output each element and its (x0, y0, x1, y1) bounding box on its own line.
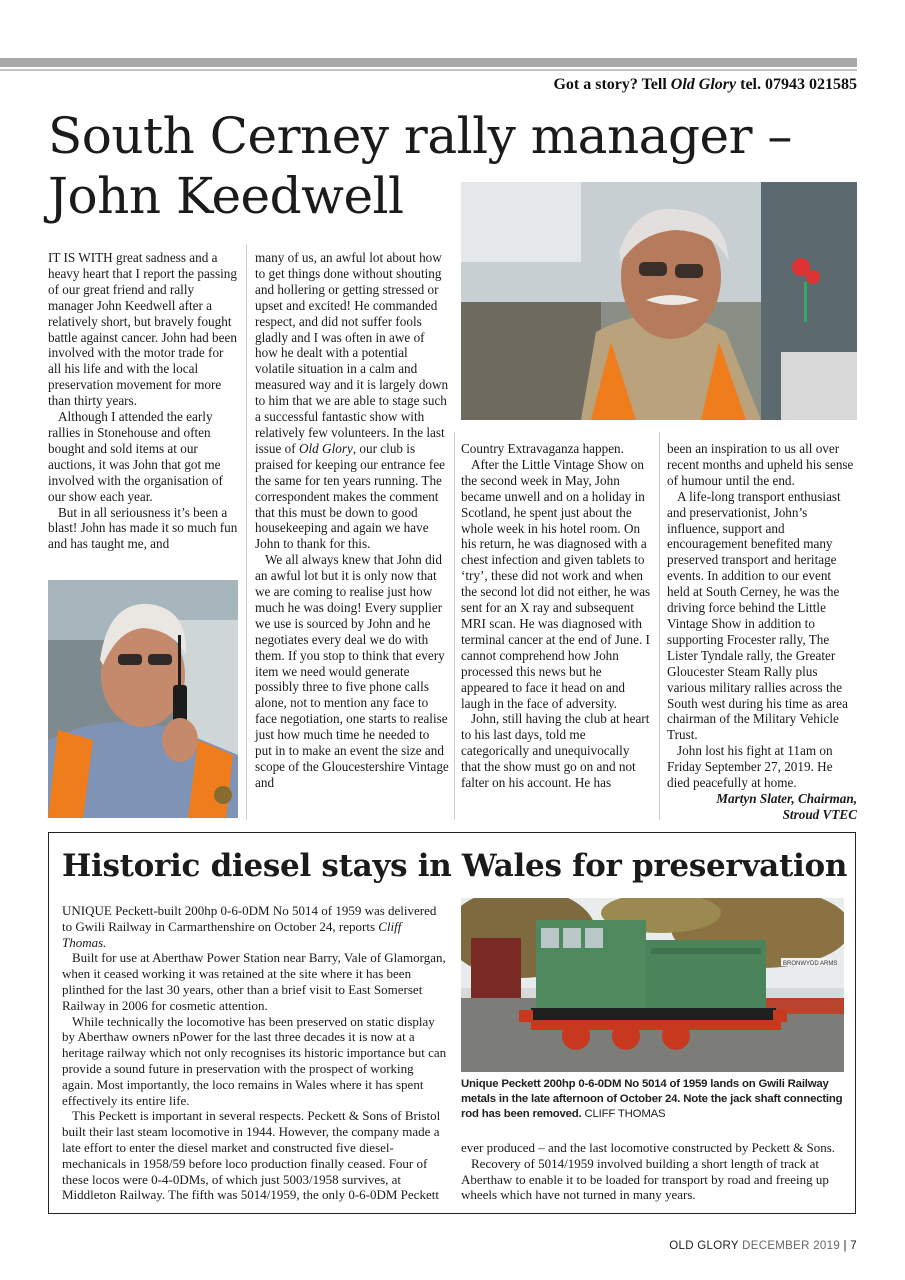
column-rule (454, 432, 455, 820)
paragraph: Built for use at Aberthaw Power Station near Barry, Vale of Glamorgan, when it ceased working it was retained at the site where it has been plinthed for the last 30 years, other than a brief visit to East Somerset Railway in 2006 for cosmetic attention. (62, 950, 446, 1013)
paragraph (62, 903, 447, 950)
peckett-locomotive-photo (461, 898, 844, 1072)
paragraph: We all always knew that John did an awful lot but it is only now that we are coming to realise just how much he was doing! Every supplier we use is sourced by John and he negotiates every deal we do with them. If you stop to think that every item we need would generate possibly three to five phone calls alone, not to mention any face to face negotiation, one starts to realise just how much time he needed to put in to make an event the size and scope of the Gloucestershire Vintage and (255, 552, 449, 790)
radio-photo-illustration (48, 580, 238, 818)
tagline-phone: tel. 07943 021585 (736, 76, 857, 93)
john-radio-photo (48, 580, 238, 818)
reporter-name: Cliff Thomas. (62, 918, 402, 950)
signature-org: Stroud VTEC (782, 806, 857, 822)
photo-caption (461, 1077, 843, 1122)
portrait-illustration (461, 182, 857, 420)
text-run: , our club is praised for keeping our entrance fee the same for ten years running. The correspondent makes the comment that this must be down to good housekeeping and again we have John to thank for this. (255, 440, 446, 552)
footer-page-number: | 7 (843, 1240, 857, 1252)
article-column-4 (667, 441, 857, 823)
paragraph (255, 250, 449, 552)
column-rule (659, 432, 660, 820)
magazine-name: Old Glory (298, 440, 353, 456)
headline-line-1: South Cerney rally manager – (48, 107, 792, 165)
headline-line-2: John Keedwell (48, 167, 404, 225)
photo-credit: CLIFF THOMAS (584, 1108, 666, 1120)
footer-magazine: OLD GLORY (669, 1240, 739, 1252)
caption-text: Unique Peckett 200hp 0-6-0DM No 5014 of 1959 lands on Gwili Railway metals in the late afternoon of October 24. Note the jack shaft connecting rod has been removed. (461, 1078, 843, 1120)
article-column-1 (48, 250, 239, 552)
paragraph: ever produced – and the last locomotive constructed by Peckett & Sons. (461, 1140, 836, 1155)
paragraph: While technically the locomotive has been preserved on static display by Aberthaw owners nPower for the last three decades it is now at a heritage railway which not only recognises its historic importance but can provide a sound future in preservation with the prospect of working again. Most importantly, the loco remains in Wales where it has spent effectively its entire life. (62, 1013, 447, 1108)
text-run: UNIQUE Peckett-built 200hp 0-6-0DM No 5014 of 1959 was delivered to Gwili Railway in Carmarthenshire on October 24, reports (62, 903, 437, 934)
paragraph: John lost his fight at 11am on Friday September 27, 2019. He died peacefully at home. (667, 743, 833, 791)
page-footer (669, 1240, 857, 1252)
station-sign: BRONWYDD ARMS (783, 961, 838, 967)
paragraph: This Peckett is important in several respects. Peckett & Sons of Bristol built their last steam locomotive in 1944. However, the company made a late effort to enter the diesel market and constructed five diesel-mechanicals in 1958/59 before loco production finally ceased. Four of these locos were 0-4-0DMs, of which just 5003/1958 survives, at Middleton Railway. The fifth was 5014/1959, the only 0-6-0DM Peckett (62, 1108, 441, 1203)
tagline-prefix: Got a story? Tell (553, 76, 671, 93)
paragraph: After the Little Vintage Show on the second week in May, John became unwell and on a holiday in Scotland, he spent just about the whole week in his hotel room. On his return, he was diagnosed with a chest infection and given tablets to ‘try’, these did not work and when the second lot did not either, he was sent for an X ray and subsequent MRI scan. He was diagnosed with terminal cancer at the end of June. I cannot comprehend how John processed this news but he appeared to face it head on and laugh in the face of adversity. (461, 456, 651, 711)
paragraph: Country Extravaganza happen. (461, 441, 624, 456)
tagline (553, 76, 857, 94)
column-rule (246, 244, 247, 820)
footer-issue: DECEMBER 2019 (742, 1240, 841, 1252)
tagline-magazine: Old Glory (670, 76, 737, 93)
paragraph: John, still having the club at heart to his last days, told me categorically and unequivocally that the show must go on and not falter on his account. He has (461, 711, 650, 791)
paragraph: But in all seriousness it’s been a blast! John has made it so much fun and has taught me, and (48, 504, 238, 552)
text-run: many of us, an awful lot about how to get things done without shouting and hollering or getting stressed or upset and excited! He commanded respect, and did not suffer fools gladly and I was often in awe of how he dealt with a potential volatile situation in a calm and measured way and it is largely down to him that we are able to stage such a successful fantastic show with relatively few volunteers. In the last issue of (255, 250, 449, 456)
boxed-article-right-column (461, 1140, 845, 1203)
header-rule (0, 58, 857, 67)
paragraph: A life-long transport enthusiast and preservationist, John’s influence, support and encouragement benefited many preserved transport and heritage events. In addition to our event held at South Cerney, he was the driving force behind the Little Vintage Show in addition to supporting Frocester rally, The Lister Tyndale rally, the Greater Gloucester Steam Rally plus various military rallies across the South west during his time as area chairman of the Military Vehicle Trust. (667, 488, 848, 743)
boxed-article-headline: Historic diesel stays in Wales for preservation (62, 848, 848, 884)
paragraph: been an inspiration to us all over recent months and upheld his sense of humour until the end. (667, 441, 854, 488)
header-rule-thin (0, 69, 857, 71)
boxed-article-left-column (62, 903, 447, 1203)
locomotive-illustration (461, 898, 844, 1072)
john-keedwell-portrait-photo (461, 182, 857, 420)
paragraph: Recovery of 5014/1959 involved building a short length of track at Aberthaw to enable it to be loaded for transport by road and freeing up wheels which have not turned in many years. (461, 1155, 829, 1203)
article-column-3 (461, 441, 652, 791)
paragraph: Although I attended the early rallies in Stonehouse and often bought and sold items at our auctions, it was John that got me involved with the organisation of our show each year. (48, 409, 223, 504)
signature-name: Martyn Slater, Chairman, (716, 790, 857, 806)
paragraph: IT IS WITH great sadness and a heavy heart that I report the passing of our great friend and rally manager John Keedwell after a relatively short, but bravely fought battle against cancer. John had been involved with the motor trade for all his life and with the local preservation movement for more than thirty years. (48, 250, 237, 409)
article-column-2 (255, 250, 449, 791)
